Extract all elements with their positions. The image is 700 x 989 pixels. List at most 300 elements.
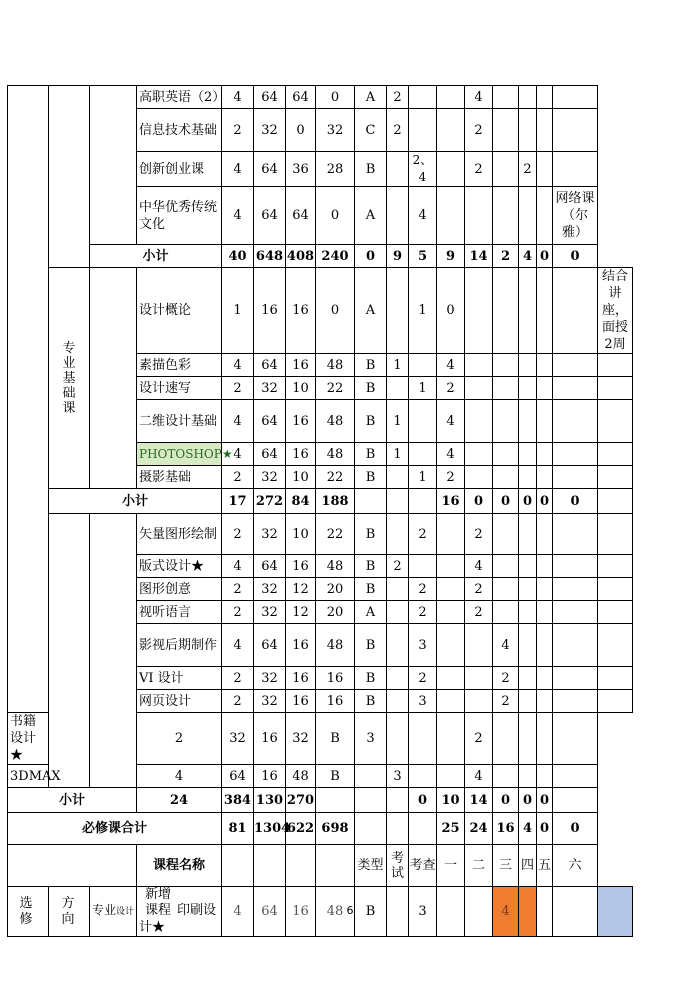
sem-4 <box>519 514 537 555</box>
exam-term <box>387 578 409 601</box>
sem-1 <box>437 690 465 713</box>
theory-hours: 622 <box>286 813 316 845</box>
course-name: 创新创业课 <box>137 152 222 187</box>
total-hours: 32 <box>254 514 286 555</box>
remark <box>598 466 633 489</box>
sem-4: 4 <box>519 813 537 845</box>
credit: 2 <box>137 713 222 765</box>
header-sem-6: 六 <box>553 845 598 887</box>
sem-1 <box>437 86 465 109</box>
course-type: C <box>355 109 387 152</box>
sem-1: 0 <box>437 268 465 354</box>
sem-5 <box>537 555 553 578</box>
course-name: 版式设计★ <box>137 555 222 578</box>
course-type: B <box>316 765 355 788</box>
required-total-label: 必修课合计 <box>8 813 222 845</box>
sem-4 <box>519 187 537 245</box>
remark <box>598 400 633 443</box>
table-row <box>8 268 633 354</box>
category-cell <box>49 514 90 788</box>
practice-hours: 32 <box>286 713 316 765</box>
course-type: B <box>355 667 387 690</box>
sem-3 <box>493 268 519 354</box>
sem-4 <box>519 268 537 354</box>
sem-6: 0 <box>553 489 598 514</box>
sem-5 <box>537 578 553 601</box>
course-type <box>316 788 355 813</box>
practice-hours: 22 <box>316 377 355 400</box>
sem-6: 0 <box>553 813 598 845</box>
sem-2 <box>465 624 493 667</box>
sem-6 <box>553 377 598 400</box>
course-type: B <box>355 466 387 489</box>
check-term: 3 <box>409 624 437 667</box>
sem-4 <box>519 690 537 713</box>
sem-6 <box>537 765 553 788</box>
credit: 4 <box>222 624 254 667</box>
theory-hours: 36 <box>286 152 316 187</box>
total-hours: 32 <box>254 601 286 624</box>
sem-4 <box>519 86 537 109</box>
course-type: B <box>316 713 355 765</box>
category-cell <box>8 86 49 713</box>
sem-1 <box>437 109 465 152</box>
sem-2: 2 <box>465 109 493 152</box>
sem-6 <box>553 466 598 489</box>
exam-term <box>387 489 409 514</box>
practice-hours: 48 <box>316 354 355 377</box>
remark: 结合讲座，面授2周 <box>598 268 633 354</box>
course-type: B <box>355 377 387 400</box>
total-hours: 64 <box>254 624 286 667</box>
exam-term: 3 <box>355 713 387 765</box>
check-term <box>409 489 437 514</box>
total-hours: 64 <box>254 354 286 377</box>
sem-1: 4 <box>437 354 465 377</box>
sem-5 <box>537 268 553 354</box>
remark <box>598 377 633 400</box>
sem-3: 2 <box>493 245 519 268</box>
total-hours: 648 <box>254 245 286 268</box>
sem-5 <box>537 443 553 466</box>
practice-hours: 188 <box>316 489 355 514</box>
theory-hours: 84 <box>286 489 316 514</box>
course-type: A <box>355 601 387 624</box>
sem-1: 25 <box>437 813 465 845</box>
practice-hours: 20 <box>316 601 355 624</box>
course-name: 二维设计基础 <box>137 400 222 443</box>
course-type: 0 <box>355 245 387 268</box>
header-sem-1: 一 <box>437 845 465 887</box>
sem-2 <box>437 765 465 788</box>
sem-3: 2 <box>493 667 519 690</box>
sem-2 <box>465 354 493 377</box>
remark <box>598 578 633 601</box>
sem-3: 4 <box>493 887 519 937</box>
sem-4 <box>519 667 537 690</box>
subcategory-cell <box>90 268 137 489</box>
sem-1 <box>437 624 465 667</box>
total-hours: 64 <box>254 887 286 937</box>
sem-4 <box>519 377 537 400</box>
subtotal-label: 小计 <box>8 788 137 813</box>
sem-3: 4 <box>465 765 493 788</box>
sem-4 <box>519 466 537 489</box>
total-hours: 32 <box>254 667 286 690</box>
practice-hours: 28 <box>316 152 355 187</box>
credit: 4 <box>222 443 254 466</box>
check-term <box>387 713 409 765</box>
sem-4 <box>519 443 537 466</box>
practice-hours: 16 <box>316 690 355 713</box>
header-practice <box>316 845 355 887</box>
course-name: 矢量图形绘制 <box>137 514 222 555</box>
total-hours: 32 <box>254 377 286 400</box>
check-term: 3 <box>409 887 437 937</box>
header-credit <box>222 845 254 887</box>
theory-hours: 16 <box>286 624 316 667</box>
header-exam: 考试 <box>387 845 409 887</box>
sem-3 <box>493 377 519 400</box>
theory-hours: 16 <box>286 555 316 578</box>
total-hours: 32 <box>254 109 286 152</box>
exam-term <box>387 187 409 245</box>
sem-1: 2 <box>437 377 465 400</box>
credit: 2 <box>222 601 254 624</box>
credit: 2 <box>222 466 254 489</box>
course-name: 网页设计 <box>137 690 222 713</box>
exam-term <box>387 601 409 624</box>
exam-term <box>387 624 409 667</box>
check-term: 1 <box>409 377 437 400</box>
credit: 2 <box>222 109 254 152</box>
exam-term <box>387 268 409 354</box>
sem-2 <box>465 400 493 443</box>
check-term: 3 <box>409 690 437 713</box>
sem-5 <box>537 354 553 377</box>
sem-5 <box>537 667 553 690</box>
sem-5: 0 <box>537 489 553 514</box>
sem-6 <box>553 514 598 555</box>
remark <box>598 443 633 466</box>
subtotal-label: 小计 <box>90 245 222 268</box>
sem-4 <box>493 713 519 765</box>
sem-1 <box>409 765 437 788</box>
sem-4 <box>519 354 537 377</box>
total-hours: 32 <box>254 578 286 601</box>
sem-5 <box>537 466 553 489</box>
sem-4 <box>519 601 537 624</box>
sem-2: 2 <box>465 578 493 601</box>
course-type: B <box>355 555 387 578</box>
sem-2: 14 <box>465 245 493 268</box>
course-name: 书籍设计★ <box>8 713 49 765</box>
sem-6 <box>553 578 598 601</box>
header-total <box>254 845 286 887</box>
sem-3 <box>493 466 519 489</box>
sem-2: 4 <box>465 555 493 578</box>
exam-term: 9 <box>387 245 409 268</box>
sem-6 <box>553 354 598 377</box>
remark <box>598 624 633 667</box>
remark <box>598 601 633 624</box>
credit: 81 <box>222 813 254 845</box>
sem-3 <box>493 514 519 555</box>
practice-hours: 48 <box>316 400 355 443</box>
exam-term <box>387 813 409 845</box>
header-sem-3: 三 <box>493 845 519 887</box>
credit: 4 <box>222 354 254 377</box>
sem-4: 4 <box>519 245 537 268</box>
sem-4 <box>519 400 537 443</box>
check-term <box>409 354 437 377</box>
header-sem-5: 五 <box>537 845 553 887</box>
sem-6 <box>553 400 598 443</box>
exam-term: 1 <box>387 400 409 443</box>
remark <box>553 152 598 187</box>
practice-hours: 240 <box>316 245 355 268</box>
practice-hours: 16 <box>316 667 355 690</box>
header-theory <box>286 845 316 887</box>
exam-term: 1 <box>387 354 409 377</box>
sem-4 <box>519 578 537 601</box>
practice-hours: 0 <box>316 86 355 109</box>
remark <box>553 86 598 109</box>
course-type: B <box>355 514 387 555</box>
exam-term <box>387 690 409 713</box>
total-row <box>8 813 633 845</box>
sem-4 <box>519 624 537 667</box>
sem-3: 2 <box>465 713 493 765</box>
course-type: A <box>355 268 387 354</box>
course-name: 设计概论 <box>137 268 222 354</box>
sem-2 <box>465 268 493 354</box>
sem-4 <box>519 109 537 152</box>
remark <box>553 109 598 152</box>
sem-5 <box>537 601 553 624</box>
total-hours: 64 <box>254 86 286 109</box>
check-term: 2 <box>409 514 437 555</box>
sem-1: 16 <box>437 489 465 514</box>
theory-hours: 130 <box>254 788 286 813</box>
credit: 4 <box>222 400 254 443</box>
course-type: A <box>355 86 387 109</box>
check-term: 2 <box>409 578 437 601</box>
sem-6 <box>553 690 598 713</box>
course-type <box>355 813 387 845</box>
remark <box>598 514 633 555</box>
theory-hours: 16 <box>286 354 316 377</box>
sem-5 <box>537 690 553 713</box>
check-term <box>409 109 437 152</box>
course-type: B <box>355 887 387 937</box>
sem-5 <box>537 400 553 443</box>
credit: 2 <box>222 578 254 601</box>
sem-3 <box>493 187 519 245</box>
total-hours: 272 <box>254 489 286 514</box>
credit: 40 <box>222 245 254 268</box>
credit: 2 <box>222 514 254 555</box>
direction-label: 方向 <box>49 887 90 937</box>
sem-1 <box>437 667 465 690</box>
check-term: 1 <box>409 466 437 489</box>
theory-hours: 16 <box>286 667 316 690</box>
sem-3 <box>493 555 519 578</box>
sem-1: 4 <box>437 400 465 443</box>
major-text: 专业 <box>91 903 116 917</box>
sub-text: 设计 <box>116 907 135 917</box>
sem-2 <box>437 713 465 765</box>
sem-2: 0 <box>465 489 493 514</box>
subtotal-label: 小计 <box>49 489 222 514</box>
sem-3 <box>493 354 519 377</box>
exam-term <box>355 765 387 788</box>
credit: 17 <box>222 489 254 514</box>
sem-2 <box>465 443 493 466</box>
course-type: B <box>355 624 387 667</box>
theory-hours: 12 <box>286 578 316 601</box>
theory-hours: 10 <box>286 377 316 400</box>
sem-1: 2 <box>437 466 465 489</box>
total-hours: 64 <box>222 765 254 788</box>
sem-3 <box>493 578 519 601</box>
sem-2 <box>465 667 493 690</box>
sem-1 <box>437 601 465 624</box>
sem-2: 24 <box>465 813 493 845</box>
course-name: 印刷设计★ <box>139 903 217 935</box>
sem-1: 9 <box>437 245 465 268</box>
practice-hours: 22 <box>316 514 355 555</box>
remark <box>553 713 598 765</box>
sem-3: 2 <box>493 690 519 713</box>
sem-4 <box>519 555 537 578</box>
credit: 4 <box>222 86 254 109</box>
sem-1 <box>437 152 465 187</box>
theory-hours: 0 <box>286 109 316 152</box>
check-term: 1 <box>409 268 437 354</box>
course-name: 3DMAX <box>8 765 49 788</box>
remark: 网络课（尔雅） <box>553 187 598 245</box>
sem-1 <box>437 187 465 245</box>
credit: 1 <box>222 268 254 354</box>
practice-hours: 48 <box>316 887 355 937</box>
sem-3: 0 <box>493 489 519 514</box>
practice-hours: 22 <box>316 466 355 489</box>
sem-2: 2 <box>465 601 493 624</box>
sem-2 <box>465 466 493 489</box>
course-name: 影视后期制作 <box>137 624 222 667</box>
sem-3: 4 <box>493 624 519 667</box>
course-name: 信息技术基础 <box>137 109 222 152</box>
credit: 4 <box>222 152 254 187</box>
header-blank <box>8 845 137 887</box>
exam-term <box>355 788 387 813</box>
sem-6 <box>553 624 598 667</box>
practice-hours: 698 <box>316 813 355 845</box>
theory-hours: 12 <box>286 601 316 624</box>
sem-5 <box>537 187 553 245</box>
theory-hours: 16 <box>286 690 316 713</box>
exam-term: 2 <box>387 109 409 152</box>
category-label: 专业基础课 <box>49 268 90 489</box>
header-course-name: 课程名称 <box>137 845 222 887</box>
course-type: A <box>355 187 387 245</box>
exam-term: 1 <box>387 443 409 466</box>
course-name: VI 设计 <box>137 667 222 690</box>
check-term <box>409 86 437 109</box>
check-term <box>409 555 437 578</box>
sem-2: 2 <box>465 152 493 187</box>
exam-term <box>387 152 409 187</box>
theory-hours: 408 <box>286 245 316 268</box>
course-type <box>355 489 387 514</box>
course-type: B <box>355 578 387 601</box>
header-sem-4: 四 <box>519 845 537 887</box>
exam-term: 2 <box>387 555 409 578</box>
credit: 24 <box>137 788 222 813</box>
sem-3: 14 <box>465 788 493 813</box>
subcategory-cell <box>90 86 137 245</box>
sem-2 <box>465 377 493 400</box>
practice-hours: 0 <box>316 187 355 245</box>
header-type: 类型 <box>355 845 387 887</box>
theory-hours: 16 <box>286 887 316 937</box>
total-hours: 32 <box>254 466 286 489</box>
course-plan-table <box>7 85 633 937</box>
table-row <box>8 514 633 555</box>
total-hours: 64 <box>254 555 286 578</box>
theory-hours: 16 <box>254 765 286 788</box>
check-term: 2 <box>409 667 437 690</box>
check-term: 2、4 <box>409 152 437 187</box>
sem-1 <box>437 514 465 555</box>
check-term <box>409 813 437 845</box>
total-hours: 32 <box>254 690 286 713</box>
course-name: 视听语言 <box>137 601 222 624</box>
total-hours: 64 <box>254 443 286 466</box>
sem-1 <box>409 713 437 765</box>
page-number: 6 <box>346 904 354 917</box>
sem-3 <box>493 86 519 109</box>
exam-term <box>387 514 409 555</box>
sem-3 <box>493 443 519 466</box>
credit: 2 <box>222 690 254 713</box>
remark <box>598 489 633 514</box>
course-type: B <box>355 443 387 466</box>
sem-1: 0 <box>409 788 437 813</box>
total-hours: 64 <box>254 152 286 187</box>
category-cell <box>49 86 90 268</box>
subtotal-row <box>8 788 633 813</box>
sem-6 <box>553 443 598 466</box>
credit: 4 <box>222 887 254 937</box>
check-term <box>409 443 437 466</box>
sem-6 <box>553 667 598 690</box>
sem-5: 0 <box>537 813 553 845</box>
course-name: 中华优秀传统文化 <box>137 187 222 245</box>
exam-term: 2 <box>387 86 409 109</box>
new-course-label: 新增课程 <box>144 887 171 918</box>
sem-5 <box>537 514 553 555</box>
sem-4: 0 <box>519 489 537 514</box>
exam-term <box>387 667 409 690</box>
sem-2 <box>465 690 493 713</box>
theory-hours: 64 <box>286 86 316 109</box>
credit: 4 <box>222 187 254 245</box>
credit: 2 <box>222 377 254 400</box>
credit: 4 <box>222 555 254 578</box>
sem-6 <box>553 268 598 354</box>
